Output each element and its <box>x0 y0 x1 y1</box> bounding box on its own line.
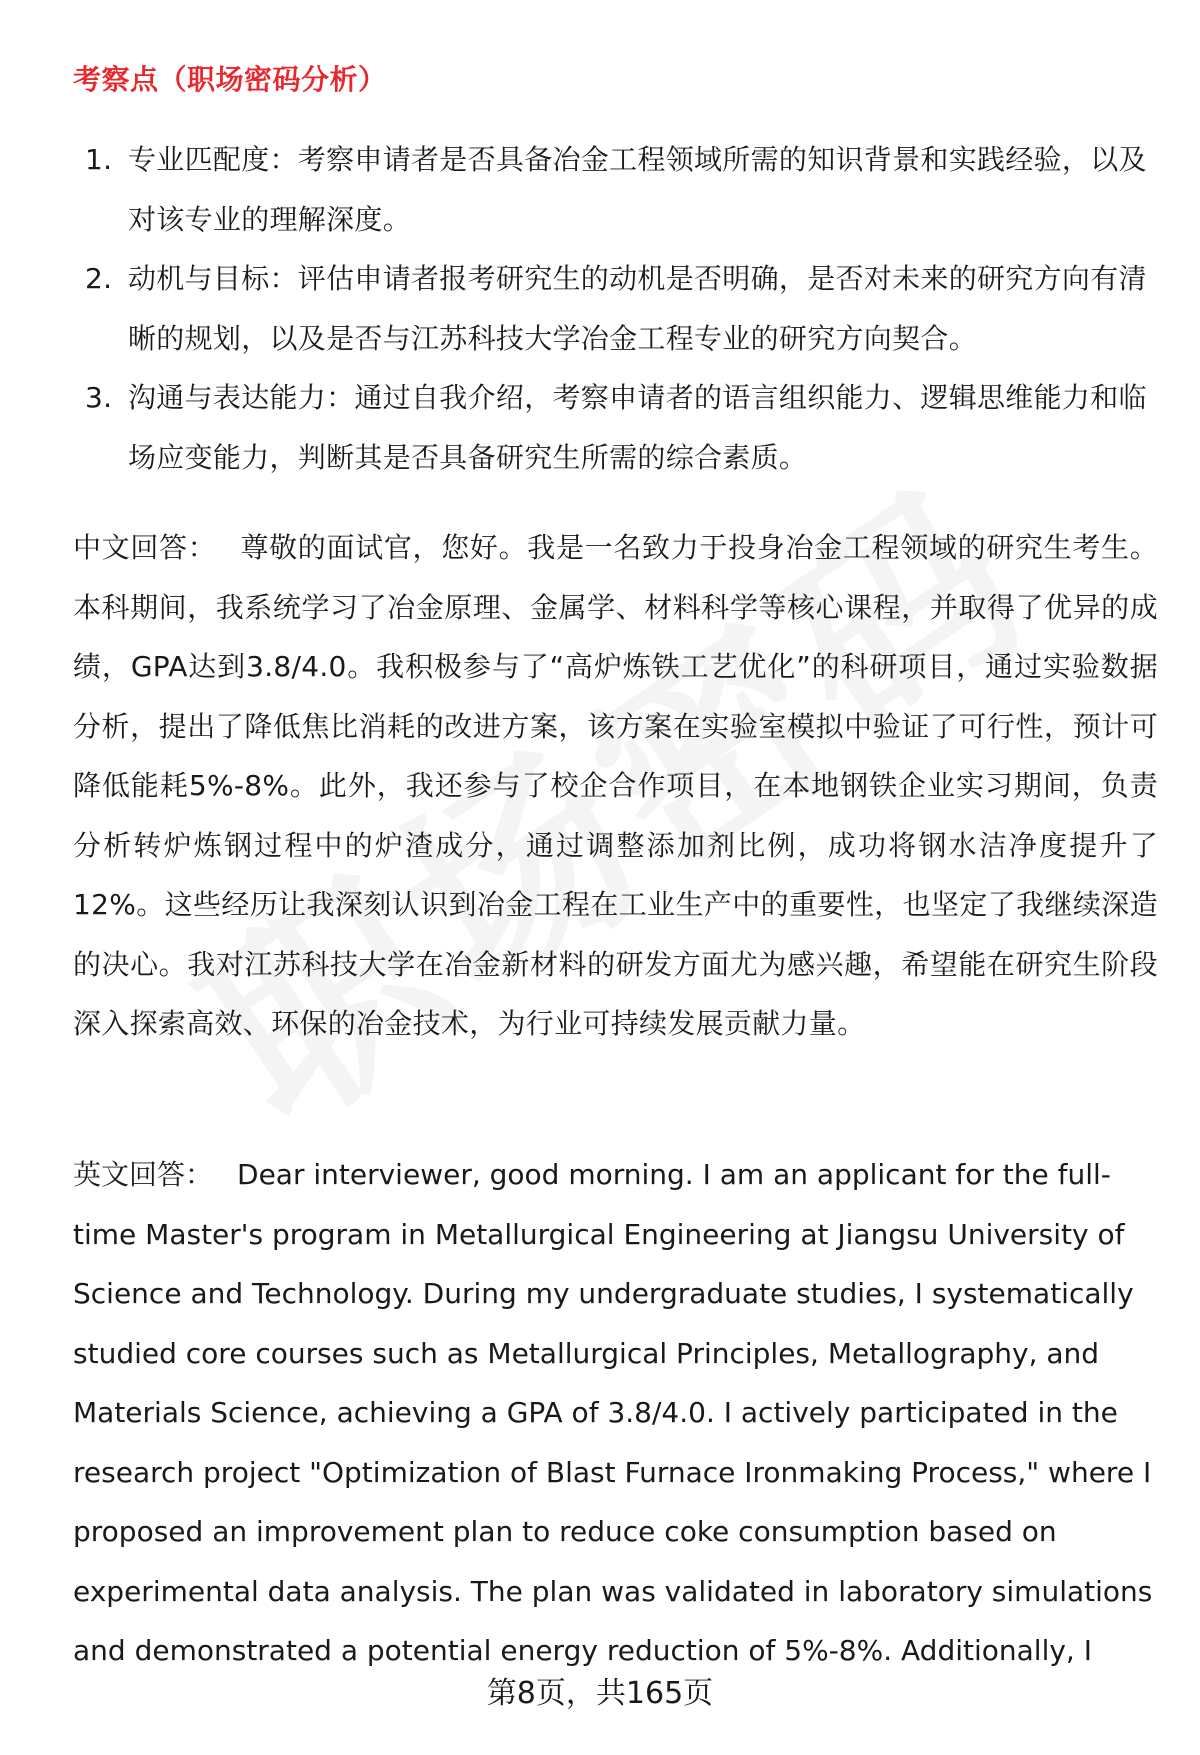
point-number: 3. <box>85 381 113 414</box>
assessment-point <box>73 368 1153 487</box>
point-text: 动机与目标：评估申请者报考研究生的动机是否明确，是否对未来的研究方向有清晰的规划，以及是否与江苏科技大学冶金工程专业的研究方向契合。 <box>128 262 1147 355</box>
page-number: 第8页，共165页 <box>486 1676 714 1711</box>
assessment-point <box>73 130 1153 249</box>
chinese-answer-text: 尊敬的面试官，您好。我是一名致力于投身冶金工程领域的研究生考生。本科期间，我系统学习了冶金原理、金属学、材料科学等核心课程，并取得了优异的成绩，GPA达到3.8/4.0。我积极参与了“高炉炼铁工艺优化”的科研项目，通过实验数据分析，提出了降低焦比消耗的改进方案，该方案在实验室模拟中验证了可行性，预计可降低能耗5%-8%。此外，我还参与了校企合作项目，在本地钢铁企业实习期间，负责分析转炉炼钢过程中的炉渣成分，通过调整添加剂比例，成功将钢水洁净度提升了12%。这些经历让我深刻认识到冶金工程在工业生产中的重要性，也坚定了我继续深造的决心。我对江苏科技大学在冶金新材料的研发方面尤为感兴趣，希望能在研究生阶段深入探索高效、环保的冶金技术，为行业可持续发展贡献力量。 <box>73 531 1158 1040</box>
chinese-answer <box>73 518 1158 1054</box>
assessment-points-list <box>73 130 1153 487</box>
point-text: 专业匹配度：考察申请者是否具备冶金工程领域所需的知识背景和实践经验，以及对该专业的理解深度。 <box>128 143 1147 236</box>
assessment-point <box>73 249 1153 368</box>
english-answer-text: Dear interviewer, good morning. I am an applicant for the full-time Master's program in Metallurgical Engineering at Jiangsu University of Science and Technology. During my undergraduate studies, I systematically studied core courses such as Metallurgical Principles, Metallography, and Materials Science, achieving a GPA of 3.8/4.0. I actively participated in the research project "Optimization of Blast Furnace Ironmaking Process," where I proposed an improvement plan to reduce coke consumption based on experimental data analysis. The plan was validated in laboratory simulations and demonstrated a potential energy reduction of 5%-8%. Additionally, I <box>73 1158 1153 1667</box>
point-text: 沟通与表达能力：通过自我介绍，考察申请者的语言组织能力、逻辑思维能力和临场应变能力，判断其是否具备研究生所需的综合素质。 <box>128 381 1147 474</box>
point-number: 2. <box>85 262 113 295</box>
point-number: 1. <box>85 143 113 176</box>
section-title: 考察点（职场密码分析） <box>73 63 387 96</box>
english-answer-label: 英文回答： <box>73 1158 214 1191</box>
chinese-answer-label: 中文回答： <box>73 531 217 564</box>
english-answer <box>73 1145 1158 1681</box>
